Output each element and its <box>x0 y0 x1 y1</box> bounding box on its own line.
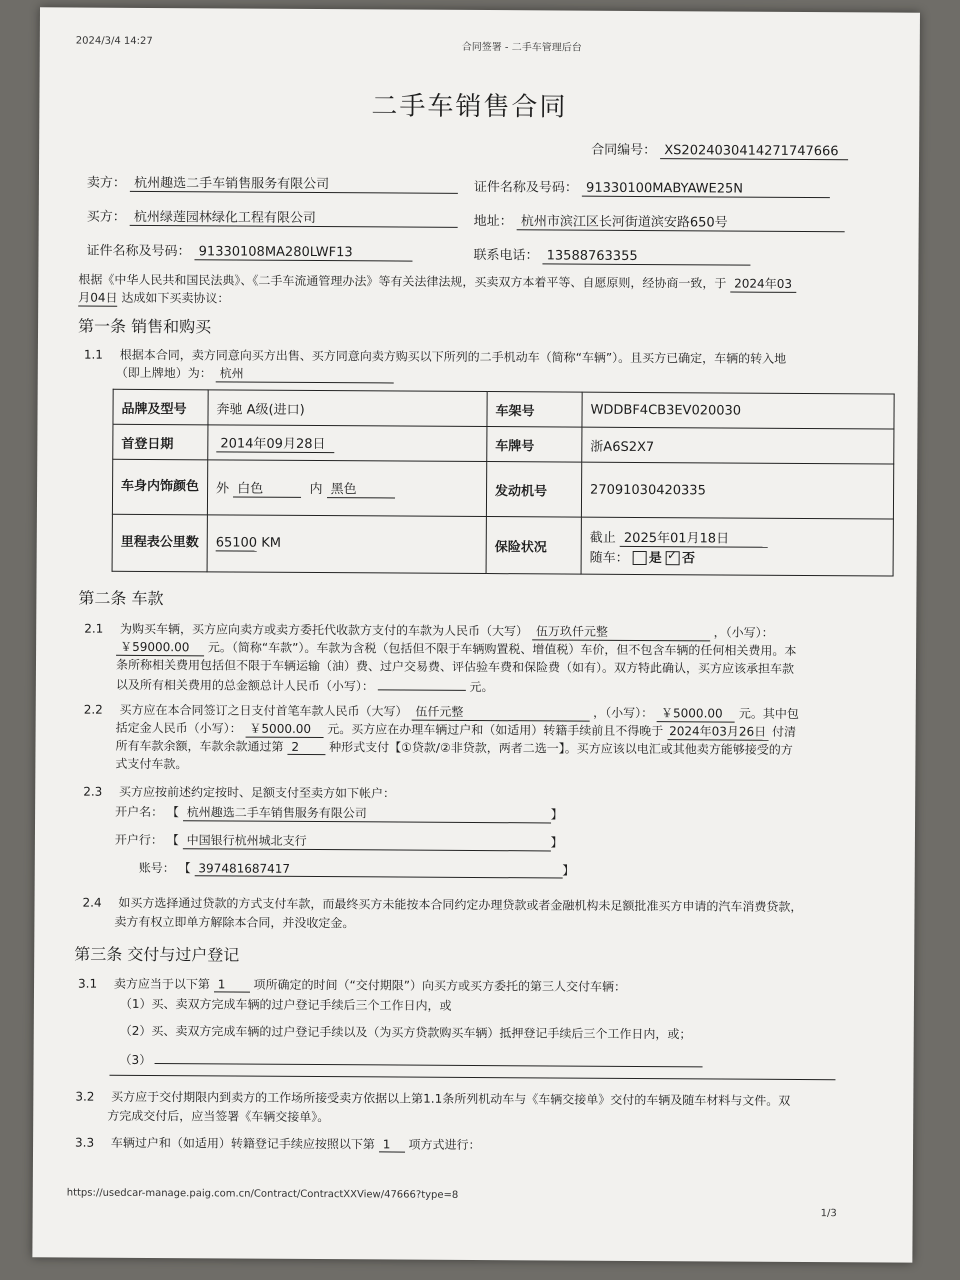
footer-url: https://usedcar-manage.paig.com.cn/Contract/ContractXXView/47666?type=8 <box>66 1187 459 1201</box>
deposit-amount: ￥5000.00 <box>245 720 323 738</box>
page-number: 1/3 <box>820 1208 837 1220</box>
seller-label: 卖方： <box>86 175 126 191</box>
document-title: 二手车销售合同 <box>371 91 568 123</box>
outer-color-label: 外 <box>216 481 230 497</box>
clause-3-1-number: 3.1 <box>78 976 98 991</box>
account-no-value: 397481687417 <box>194 861 562 878</box>
inner-color-label: 内 <box>309 481 323 498</box>
mileage-label: 里程表公里数 <box>112 514 207 572</box>
clause-3-2-line2: 方完成交付后，应当签署《车辆交接单》。 <box>107 1108 330 1125</box>
table-row <box>113 424 894 464</box>
print-page-title: 合同签署 - 二手车管理后台 <box>461 41 582 54</box>
follow-row <box>590 546 885 567</box>
buyer-address-value: 杭州市滨江区长河街道滨安路650号 <box>517 210 845 232</box>
seller-name: 杭州趣选二手车销售服务有限公司 <box>130 172 458 194</box>
clause-3-1-text1a: 卖方应当于以下第 <box>113 976 210 992</box>
preamble-line2 <box>78 289 229 308</box>
preamble-date-b: 月04日 <box>78 290 118 305</box>
buyer-id-row <box>86 240 412 262</box>
clause-3-3-text1b: 项方式进行： <box>408 1137 481 1153</box>
bank-value: 中国银行杭州城北支行 <box>183 831 551 851</box>
account-no-row: 账号： 【 397481687417 】 <box>138 860 575 878</box>
clause-2-2-line4: 式支付车款。 <box>115 756 188 772</box>
seller-id-label: 证件名称及号码： <box>473 179 578 196</box>
clause-3-3-line1 <box>75 1134 481 1153</box>
buyer-id-label: 证件名称及号码： <box>86 243 191 260</box>
follow-label: 随车： <box>589 550 629 566</box>
outer-color-value: 白色 <box>233 478 301 498</box>
article1-title: 第一条 销售和购买 <box>78 316 212 337</box>
mileage-unit: KM <box>261 535 282 551</box>
table-row <box>113 389 894 429</box>
clause-2-2-text2c: 付清 <box>771 724 797 739</box>
buyer-address-row <box>474 210 845 232</box>
first-payment-upper: 伍仟元整 <box>411 703 589 722</box>
clause-2-4-line2: 卖方有权立即单方解除本合同，并没收定金。 <box>114 914 355 931</box>
insurance-cell <box>581 517 893 576</box>
account-name-row: 开户名： 【 杭州趣选二手车销售服务有限公司 】 <box>115 804 563 822</box>
seller-id-row <box>474 176 830 198</box>
clause-2-2-text3a: 所有车款余额，车款余款通过第 <box>115 738 284 754</box>
clause-2-2-number: 2.2 <box>83 702 103 717</box>
insurance-date-row <box>590 526 885 548</box>
clause-2-3-text1: 买方应按前述约定按时、足额支付至卖方如下帐户： <box>119 784 396 801</box>
clause-3-3-number: 3.3 <box>75 1135 95 1150</box>
table-row <box>112 514 893 576</box>
engine-label: 发动机号 <box>486 462 581 518</box>
clause-3-2-text1: 买方应于交付期限内到卖方的工作场所接受卖方依据以上第1.1条所列机动车与《车辆交接单》交付的车辆及随车材料与文件。双 <box>111 1089 791 1108</box>
seller-row <box>87 172 458 194</box>
article3-title: 第三条 交付与过户登记 <box>74 944 240 965</box>
bank-row: 开户行： 【 中国银行杭州城北支行 】 <box>114 832 563 850</box>
clause-3-1-text1b: 项所确定的时间（“交付期限”）向买方或买方委托的第三人交付车辆： <box>253 977 627 994</box>
clause-3-1-line1 <box>78 975 626 995</box>
price-upper: 伍万玖仟元整 <box>532 622 710 641</box>
clause-2-1-text4: 以及所有相关费用的总金额总计人民币（小写）： <box>115 677 374 694</box>
clause-2-1-text4b: 元。 <box>469 679 494 695</box>
bank-label: 开户行： <box>114 832 163 848</box>
contract-no-value: XS2024030414271747666 <box>660 143 848 160</box>
vin-label: 车架号 <box>487 392 582 428</box>
table-row <box>112 459 893 519</box>
buyer-phone-label: 联系电话： <box>473 247 539 264</box>
mileage-cell <box>207 515 486 574</box>
clause-2-4-text1: 如买方选择通过贷款的方式支付车款，而最终买方未能按本合同约定办理贷款或者金融机构未足额批准买方申请的汽车消费贷款， <box>118 895 803 914</box>
color-label: 车身内饰颜色 <box>112 459 207 515</box>
clause-2-3-number: 2.3 <box>83 784 103 799</box>
clause-2-1-text1a: 为购买车辆，买方应向卖方或卖方委托代收款方支付的车款为人民币（大写） <box>119 621 529 639</box>
transfer-option: 1 <box>379 1137 405 1152</box>
buyer-address-label: 地址： <box>473 213 513 230</box>
preamble-tail: 达成如下买卖协议： <box>121 290 230 306</box>
option3-blank <box>155 1049 703 1067</box>
clause-1-1-line2 <box>116 364 394 384</box>
insurance-date: 2025年01月18日 <box>620 526 768 547</box>
clause-2-1-line3: 条所称相关费用包括但不限于车辆运输（油）费、过户交易费、评估验车费和保险费（如有）。双方特此确认，买方应该承担车款 <box>115 657 795 676</box>
clause-2-4-line1 <box>82 894 802 915</box>
clause-2-2-text1b: ，（小写）： <box>593 705 654 721</box>
account-name-label: 开户名： <box>115 804 164 820</box>
brand-label: 品牌及型号 <box>113 389 208 425</box>
plate-label: 车牌号 <box>487 427 582 463</box>
price-lower: ￥59000.00 <box>116 638 204 657</box>
clause-2-2-line3 <box>115 737 792 758</box>
clause-3-1-option2: （2）买、卖双方完成车辆的过户登记手续以及（为买方贷款购买车辆）抵押登记手续后三个工作日内，或； <box>119 1023 692 1042</box>
preamble-date-a: 2024年03 <box>730 275 796 293</box>
transfer-city: 杭州 <box>216 364 394 383</box>
buyer-row <box>87 206 458 228</box>
clause-2-2-text1c: 元。其中包 <box>738 706 799 721</box>
yes-label: 是 <box>648 550 662 566</box>
buyer-id-value: 91330108MA280LWF13 <box>195 244 413 261</box>
clause-3-1-option3-label: （3） <box>119 1052 152 1068</box>
clause-2-3-line1 <box>83 783 395 802</box>
no-checkbox[interactable] <box>666 551 680 565</box>
reg-date-cell <box>208 425 487 462</box>
clause-2-1-line4 <box>116 674 494 695</box>
seller-id-value: 91330100MABYAWE25N <box>582 181 830 199</box>
buyer-label: 买方： <box>86 209 126 225</box>
vin-value: WDDBF4CB3EV020030 <box>582 392 894 429</box>
clause-2-2-text2b: 元。买方应在办理车辆过户和（如适用）转籍手续前且不得晚于 <box>327 722 664 739</box>
engine-value: 27091030420335 <box>581 462 893 519</box>
reg-date-label: 首登日期 <box>113 424 208 460</box>
contract-no-label: 合同编号： <box>591 142 657 159</box>
buyer-phone-value: 13588763355 <box>543 248 751 265</box>
clause-3-3-text1a: 车辆过户和（如适用）转籍登记手续应按照以下第 <box>110 1135 375 1152</box>
clause-1-1-number: 1.1 <box>83 347 104 362</box>
account-no-label: 账号： <box>138 860 175 876</box>
plate-value: 浙A6S2X7 <box>582 427 894 464</box>
total-amount-blank <box>378 675 466 691</box>
clause-2-2-text1a: 买方应在本合同签订之日支付首笔车款人民币（大写） <box>119 702 408 719</box>
clause-3-1-option3 <box>120 1049 704 1072</box>
account-name-value: 杭州趣选二手车销售服务有限公司 <box>183 803 551 823</box>
reg-date-value: 2014年09月28日 <box>216 432 334 453</box>
clause-2-2-text3b: 种形式支付【①贷款/②非贷款，两者二选一】。买方应该以电汇或其他卖方能够接受的方 <box>329 740 793 757</box>
divider-line <box>109 1075 835 1080</box>
clause-2-4-number: 2.4 <box>82 895 102 910</box>
preamble-text: 根据《中华人民共和国民法典》、《二手车流通管理办法》等有关法律法规，买卖双方本着平等、自愿原则，经协商一致，于 <box>78 272 727 291</box>
no-label: 否 <box>681 550 696 566</box>
brand-value: 奔驰 A级(进口) <box>208 390 487 427</box>
clause-1-1-text2: （即上牌地）为： <box>115 365 212 381</box>
balance-deadline: 2024年03月26日 <box>667 722 768 741</box>
clause-3-1-option1: （1）买、卖双方完成车辆的过户登记手续后三个工作日内，或 <box>119 996 452 1013</box>
print-datetime: 2024/3/4 14:27 <box>75 35 153 48</box>
vehicle-info-table <box>112 389 895 577</box>
inner-color-value: 黑色 <box>327 478 395 498</box>
clause-2-1-number: 2.1 <box>84 621 104 636</box>
buyer-phone-row <box>473 244 750 266</box>
clause-2-1-text2: 元。（简称“车款”）。车款为含税（包括但不限于车辆购置税、增值税）车价，但不包含车辆的任何相关费用。本 <box>207 640 797 658</box>
article2-title: 第二条 车款 <box>78 588 164 609</box>
insurance-label: 保险状况 <box>486 517 581 575</box>
clause-3-2-number: 3.2 <box>75 1089 95 1104</box>
clause-3-2-line1 <box>75 1088 790 1109</box>
clause-1-1-text1: 根据本合同，卖方同意向买方出售、买方同意向卖方购买以下所列的二手机动车（简称“车辆”）。且买方已确定，车辆的转入地 <box>119 347 787 366</box>
contract-no-row <box>591 139 848 161</box>
clause-2-1-text1b: ，（小写）： <box>713 625 774 640</box>
contract-paper <box>32 7 920 1262</box>
payment-option: 2 <box>287 740 325 755</box>
buyer-name: 杭州绿莲园林绿化工程有限公司 <box>130 206 458 228</box>
yes-checkbox[interactable] <box>633 551 647 565</box>
clause-2-2-text2a: 括定金人民币（小写）： <box>115 720 242 736</box>
first-payment-lower: ￥5000.00 <box>657 704 735 722</box>
color-cell <box>207 460 486 517</box>
insurance-prefix: 截止 <box>589 530 616 546</box>
delivery-option: 1 <box>214 977 250 992</box>
mileage-value: 65100 <box>215 535 258 551</box>
